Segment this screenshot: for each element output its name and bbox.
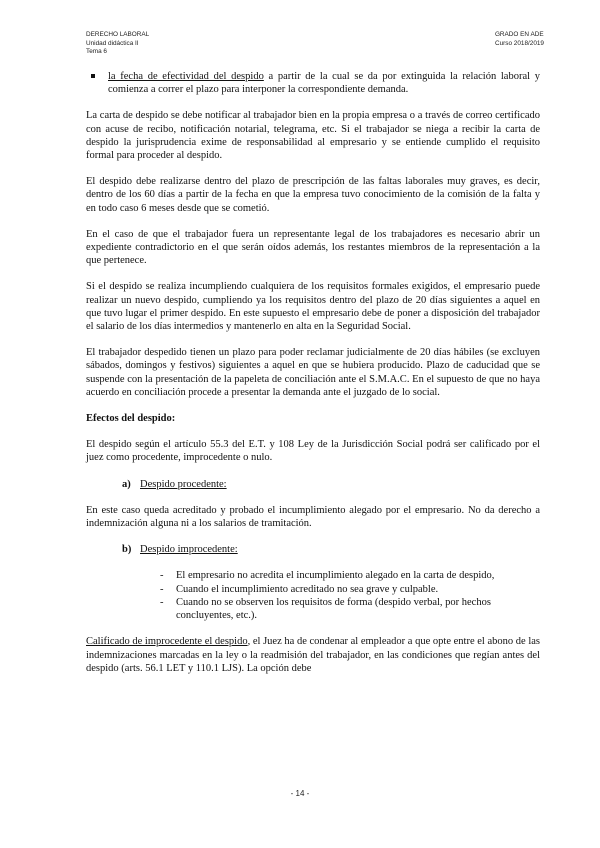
paragraph-prescription: El despido debe realizarse dentro del plazo de prescripción de las faltas laborales muy graves, es decir, dentro de los 60 días a partir de la fecha en que la empresa tuvo conocimiento de la comisión de la falta y en todo caso 6 meses desde que se cometió. <box>86 176 540 214</box>
subsection-a-heading <box>86 478 540 491</box>
document-body <box>86 70 540 688</box>
list-item: - Cuando el incumplimiento acreditado no sea grave y culpable. <box>160 583 500 596</box>
subsection-b-heading <box>86 543 540 556</box>
square-bullet-icon <box>91 74 95 78</box>
subsection-a-title: Despido procedente: <box>140 478 227 490</box>
improcedente-list <box>86 569 540 622</box>
final-text: , el Juez ha de condenar al empleador a que opte entre el abono de las indemnizaciones marcadas en la ley o la readmisión del trabajador, en las condiciones que regían antes del despido (arts. 56.1 LET y 110.1 LJS). La opción debe <box>86 636 540 674</box>
paragraph-new-dismissal: Si el despido se realiza incumpliendo cualquiera de los requisitos formales exigidos, el empresario puede realizar un nuevo despido, cumpliendo ya los requisitos dentro del plazo de 20 días siguientes a aquel en que tuvo lugar el primer despido. En este supuesto el empresario debe de poner a disposición del trabajador el salario de los días intermedios y mantenerlo en alta en la Seguridad Social. <box>86 281 540 333</box>
header-right <box>495 31 544 48</box>
header-course: Curso 2018/2019 <box>494 39 544 47</box>
bullet-item <box>86 70 540 96</box>
list-item: - Cuando no se observen los requisitos de forma (despido verbal, por hechos concluyentes, etc.). <box>160 596 500 622</box>
header-unit: Unidad didáctica II <box>86 39 139 47</box>
subsection-a-label: a) <box>122 478 131 490</box>
final-paragraph <box>86 635 540 675</box>
subsection-a-text: En este caso queda acreditado y probado el incumplimiento alegado por el empresario. No da derecho a indemnización alguna ni a los salarios de tramitación. <box>86 504 540 530</box>
paragraph-claim-deadline: El trabajador despedido tienen un plazo para poder reclamar judicialmente de 20 días hábiles (se excluyen sábados, domingos y festivos) siguientes a aquel en que se hubiera producido. Plazo de caducidad que se suspende con la presentación de la papeleta de conciliación ante el S.M.A.C. En el supuesto de que no haya acuerdo en conciliación procede a presentar la demanda ante el juzgado de lo social. <box>86 347 540 398</box>
page-number: - 14 - <box>290 789 310 798</box>
header-degree: GRADO EN ADE <box>494 31 544 38</box>
header-left <box>86 31 149 57</box>
section-intro: El despido según el artículo 55.3 del E.T. y 108 Ley de la Jurisdicción Social podrá ser calificado por el juez como procedente, improcedente o nulo. <box>86 439 540 464</box>
list-item: - El empresario no acredita el incumplimiento alegado en la carta de despido, <box>160 569 500 582</box>
subsection-b-label: b) <box>122 544 132 556</box>
bullet-text: a partir de la cual se da por extinguida la relación laboral y comienza a correr el plazo para interponer la correspondiente demanda. <box>108 71 540 96</box>
subsection-b-title: Despido improcedente: <box>140 544 238 556</box>
header-subject: DERECHO LABORAL <box>86 31 150 38</box>
bullet-underlined-text: la fecha de efectividad del despido <box>108 71 264 82</box>
section-title: Efectos del despido: <box>86 413 176 425</box>
header-topic: Tema 6 <box>86 48 107 56</box>
paragraph-notification: La carta de despido se debe notificar al trabajador bien en la propia empresa o a través de correo certificado con acuse de recibo, notificación notarial, telegrama, etc. Si el trabajador se niega a recibir la carta de despido la jurisprudencia exime de responsabilidad al empresario y se entiende cumplido el requisito formal para proceder al despido. <box>86 110 540 162</box>
final-underlined-text: Calificado de improcedente el despido <box>86 636 248 648</box>
paragraph-representative: En el caso de que el trabajador fuera un representante legal de los trabajadores es necesario abrir un expediente contradictorio en el que serán oídos además, los restantes miembros de la representación a la que pertenece. <box>86 228 540 267</box>
